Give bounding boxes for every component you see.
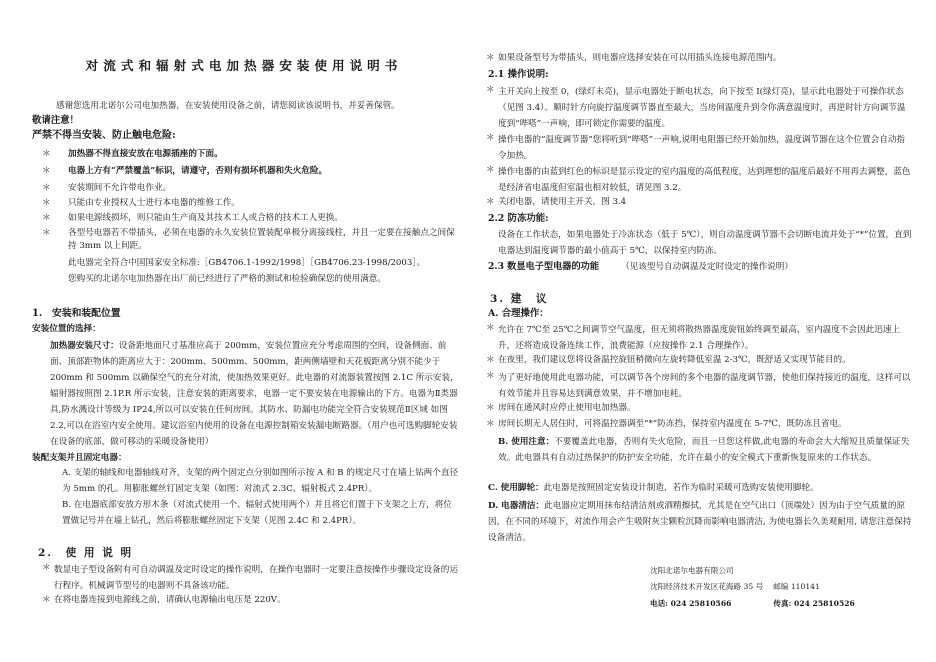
operation-item: 主开关向上按至 0，(绿灯未亮)，显示电器处于断电状态，向下按至 I(绿灯亮)，显示此电器处于可操作状态（见图 3.4）。顺时针方向旋拧温度调节器直至最大，当房间温度升到令你满意温度时，再逆时针方向调节温度到“哔嗒”一声响，即可锁定你需要的温度。: [498, 87, 906, 129]
advice-item: 在夜里，我们建议您将设备温控旋钮稍微向左旋转降低室温 2-3℃，既舒适又实现节能目的。: [498, 355, 851, 365]
operation-item: 操作电器的“温度调节器”您将听到“哔嗒”一声响,说明电阻器已经开始加热，温度调节器在这个位置会自动指令加热。: [498, 135, 906, 161]
warning-item: ＊ 电器上方有“严禁覆盖”标识，请遵守，否则有损坏机器和失火危险。: [42, 166, 328, 176]
antifreeze-text: 设备在工作状态，如果电器处于冷冻状态（低于 5℃），则自动温度调节器不会切断电流并处于“*”位置，直到电器达到温度调节器的最小值高于 5℃，以保持室内防冻。: [498, 230, 912, 256]
usage-item-voltage: 在将电器连接到电源线之前，请确认电源输出电压是 220V。: [54, 595, 286, 605]
plug-note: 如果设备型号为带插头，则电器应选择安装在可以用插头连接电源范围内。: [498, 53, 782, 63]
footer-company: 沈阳北诺尔电器有限公司: [650, 566, 734, 575]
advice-item: 允许在 7℃至 25℃之间调节空气温度，但无须将散热器温度旋钮始终调至最高，室内温度不会因此迅速上升，还将造成设备连续工作，浪费能源（应按操作 2.1 合理操作）。: [498, 325, 901, 351]
casters-note: C. 使用脚轮：此电器是按照固定安装设计制造，若作为临时采暖可选购安装使用脚轮。: [488, 483, 819, 493]
advice-item: 房间在通风时应停止使用电加热器。: [498, 403, 636, 413]
section-3-heading: 3. 建 议: [490, 293, 549, 305]
tested-text: 您购买的北诺尔电加热器在出厂前已经进行了严格的测试和检验确保您的使用满意。: [68, 274, 386, 284]
section-3a-heading: A. 合理操作：: [488, 308, 549, 319]
bullet-star-icon: ＊: [486, 419, 495, 429]
install-dimensions-text: 加热器安装尺寸：设备距地面尺寸基准应高于 200mm，安装位置应充分考虑周围的空间，设备侧面、前面、顶部距物体的距离应大于：200mm、500mm、500mm，距两侧墙壁和天花板距离分别不能少于 200mm 和 500mm 以确保空气的充分对流，使加热效果更好。此电器的对流器装置按图 2.1C 所示安装，辐射器按照图 2.1P.R 所示安装，注意安装的距离要求，电器一定不要安装在电源输出的下方。电器为Ⅱ类器具,防水溅设计等级为 IP24,所以可以安装在任何房间。其防水、防漏电功能完全符合安装规范Ⅱ区域 如图 2.2,可以在浴室内安全使用。建议浴室内使用的设备在电源控制箱安装漏电断路器。（用户也可选购脚轮安装在设备的底部，做可移动的采暖设备使用）: [50, 341, 459, 447]
bullet-star-icon: ＊: [42, 595, 51, 605]
footer-address: 沈阳经济技术开发区花海路 35 号 邮编 110141: [650, 582, 820, 591]
intro-text: 感谢您选用北诺尔公司电加热器，在安装使用设备之前，请您阅读该说明书，并妥善保管。: [56, 101, 400, 111]
bullet-star-icon: ＊: [486, 85, 495, 95]
bullet-star-icon: ＊: [486, 53, 495, 63]
bullet-star-icon: ＊: [486, 355, 495, 365]
cleaning-note: D. 电器清洁：此电器应定期用抹布结清洁剂或酒精擦拭，尤其是在空气出口（顶端处）因为由于空气质量的原因，在不同的环境下，对流作用会产生吸附灰尘颗粒沉降而影响电器清洁, 为使电器长久美观耐用, 请您注意保持设备清洁。: [488, 501, 912, 543]
fixing-step-b: B. 在电器底部安放方形木条（对流式使用一个、辐射式使用两个）并且将它们置于下支架之上方，将位置做记号并在墙上钻孔，然后将膨胀螺丝固定下支架（见图 2.4C 和 2.4PR）。: [62, 500, 452, 526]
section-2-heading: 2. 使 用 说 明: [38, 547, 134, 559]
notice-label: 敬请注意！: [32, 115, 79, 126]
warning-heading: 严禁不得当安装、防止触电危险:: [32, 130, 176, 141]
warning-item: ＊ 如果电源线损坏，则只能由生产商及其技术工人或合格的技术工人更换。: [42, 213, 344, 223]
bullet-star-icon: ＊: [486, 165, 495, 175]
bullet-star-icon: ＊: [42, 228, 51, 238]
operation-item: 关闭电器，请使用主开关，图 3.4: [498, 197, 627, 207]
advice-item: 为了更好地使用此电器功能，可以调节各个房间的多个电器的温度调节器，使他们保持接近的温度，这样可以有效节能并且容易达到满意效果，并不增加电耗。: [498, 373, 911, 399]
operation-item: 操作电器的由蓝到红色的标识是显示设定的室内温度的高低程度，达到理想的温度后最好不用再去调整，蓝色是经济省电温度但室温也相对较低，请见图 3.2。: [498, 167, 911, 193]
footer-contact: 电话: 024 25810566 传真: 024 25810526: [650, 599, 855, 608]
bullet-star-icon: ＊: [486, 133, 495, 143]
fixing-subheading: 装配支架并且固定电器：: [32, 453, 127, 463]
warning-item: ＊ 只能由专业授权人士进行本电器的维修工作。: [42, 198, 240, 208]
bullet-star-icon: ＊: [486, 197, 495, 207]
usage-item-display: 数显电子型设备附有可自动调温及定时设定的操作说明，在操作电器时一定要注意按操作步骤设定设备的运行程序。机械调节型号的电器则不具备该功能。: [54, 565, 458, 591]
section-2-3-heading: 2.3 数显电子型电器的功能 （见该型号自动调温及定时设定的操作说明）: [488, 261, 793, 272]
bullet-star-icon: ＊: [42, 563, 51, 573]
section-1-heading: 1. 安装和装配位置: [32, 308, 121, 319]
bullet-star-icon: ＊: [486, 403, 495, 413]
bullet-star-icon: ＊: [486, 371, 495, 381]
page-title: 对流式和辐射式电加热器安装使用说明书: [85, 58, 403, 73]
section-2-1-heading: 2.1 操作说明:: [488, 69, 549, 80]
warning-item: ＊ 加热器不得直接安放在电源插座的下面。: [42, 149, 223, 159]
section-2-2-heading: 2.2 防冻功能:: [488, 213, 549, 224]
fixing-step-a: A. 支架的轴线和电器轴线对齐，支架的两个固定点分别如图所示按 A 和 B 的规定尺寸在墙上钻两个直径为 5mm 的孔。用膨胀螺丝钉固定支架（如图：对流式 2.3C、辐射板式 2.4PR）。: [62, 468, 459, 494]
section-1-subheading: 安装位置的选择：: [32, 324, 101, 334]
standards-text: 此电器完全符合中国国家安全标准:［GB4706.1-1992/1998］［GB4706.23-1998/2003］。: [68, 258, 426, 268]
bullet-star-icon: ＊: [486, 323, 495, 333]
usage-caution: B. 使用注意：不要覆盖此电器，否则有失火危险，而且一旦您这样做,此电器的寿命会大大缩短且质量保证失效。此电器具有自动过热保护的防护安全功能，允许在最小的安全模式下重新恢复原来的工作状态。: [498, 437, 910, 463]
advice-item: 房间长期无人居住时，可将温控器调至“*”防冻挡，保持室内温度在 5-7℃，既防冻且省电。: [498, 419, 847, 429]
warning-item-plug: 各型号电器若不带插头，必须在电器的永久安装位置装配单极分离接线柱，并且一定要在接触点之间保持 3mm 以上间距。: [68, 228, 455, 251]
warning-item: ＊ 安装期间不允许带电作业。: [42, 183, 172, 193]
